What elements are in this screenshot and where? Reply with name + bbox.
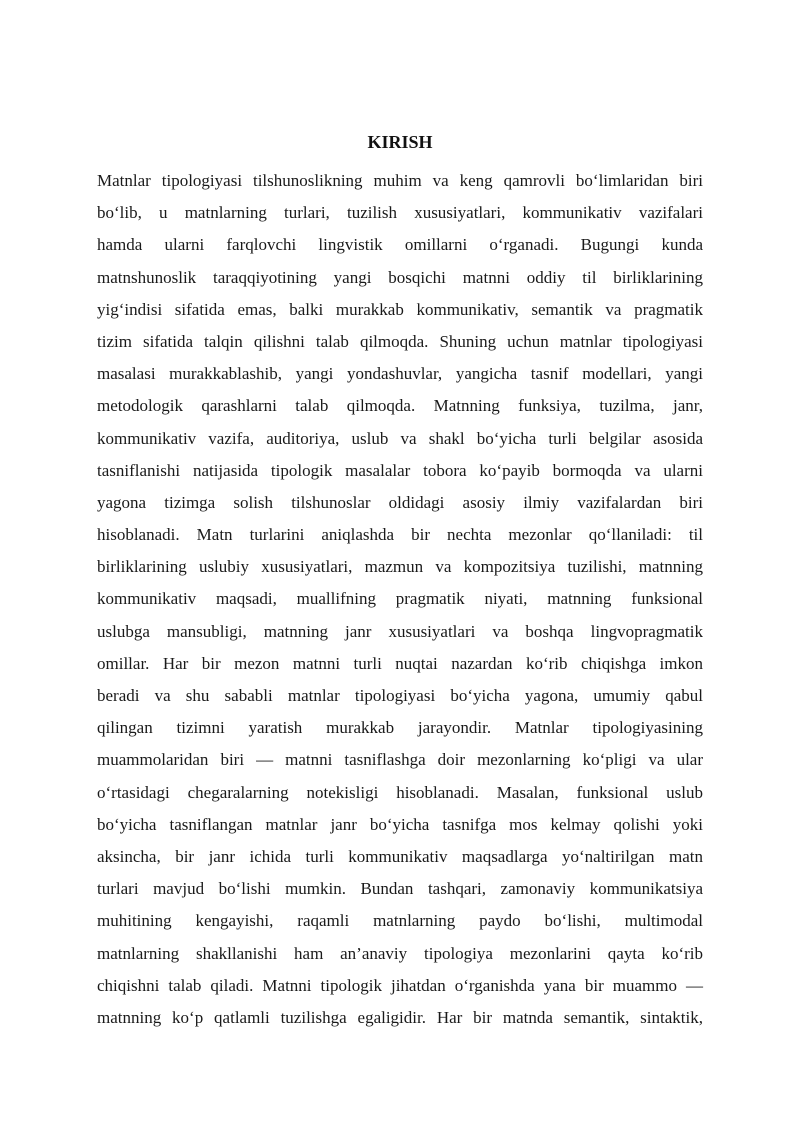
paragraph-line: matnlarning shakllanishi ham an’anaviy tipologiya mezonlarini qayta ko‘rib bbox=[97, 943, 703, 963]
paragraph-line: kommunikativ vazifa, auditoriya, uslub va shakl bo‘yicha turli belgilar asosida bbox=[97, 428, 703, 448]
paragraph-line: kommunikativ maqsadi, muallifning pragmatik niyati, matnning funksional bbox=[97, 589, 703, 609]
paragraph-line: Matnlar tipologiyasi tilshunoslikning muhim va keng qamrovli bo‘limlaridan biri bbox=[97, 171, 703, 190]
paragraph-line: tasniflanishi natijasida tipologik masalalar tobora ko‘payib bormoqda va ularni bbox=[97, 460, 703, 480]
paragraph-line: turlari mavjud bo‘lishi mumkin. Bundan tashqari, zamonaviy kommunikatsiya bbox=[97, 879, 703, 899]
paragraph-line: beradi va shu sababli matnlar tipologiyasi bo‘yicha yagona, umumiy qabul bbox=[97, 686, 703, 705]
paragraph-line: yig‘indisi sifatida emas, balki murakkab kommunikativ, semantik va pragmatik bbox=[97, 299, 703, 319]
paragraph-line: metodologik qarashlarni talab qilmoqda. Matnning funksiya, tuzilma, janr, bbox=[97, 396, 703, 416]
paragraph-line: hamda ularni farqlovchi lingvistik omillarni o‘rganadi. Bugungi kunda bbox=[97, 235, 703, 255]
paragraph-line: uslubga mansubligi, matnning janr xususiyatlari va boshqa lingvopragmatik bbox=[97, 621, 703, 641]
paragraph-line: muhitining kengayishi, raqamli matnlarning paydo bo‘lishi, multimodal bbox=[97, 911, 703, 931]
paragraph-line: muammolaridan biri — matnni tasniflashga doir mezonlarning ko‘pligi va ular bbox=[97, 750, 703, 770]
paragraph-line: tizim sifatida talqin qilishni talab qilmoqda. Shuning uchun matnlar tipologiyasi bbox=[97, 331, 703, 351]
body-paragraph bbox=[97, 165, 703, 1034]
paragraph-line: yagona tizimga solish tilshunoslar oldidagi asosiy ilmiy vazifalardan biri bbox=[97, 492, 703, 512]
paragraph-line: bo‘yicha tasniflangan matnlar janr bo‘yicha tasnifga mos kelmay qolishi yoki bbox=[97, 814, 703, 834]
paragraph-line: omillar. Har bir mezon matnni turli nuqtai nazardan ko‘rib chiqishga imkon bbox=[97, 653, 703, 673]
section-heading: KIRISH bbox=[367, 132, 433, 152]
paragraph-line: birliklarining uslubiy xususiyatlari, mazmun va kompozitsiya tuzilishi, matnning bbox=[97, 557, 703, 577]
paragraph-line: aksincha, bir janr ichida turli kommunikativ maqsadlarga yo‘naltirilgan matn bbox=[97, 846, 703, 866]
paragraph-line: chiqishni talab qiladi. Matnni tipologik jihatdan o‘rganishda yana bir muammo — bbox=[97, 975, 703, 995]
paragraph-line: matnning ko‘p qatlamli tuzilishga egaligidir. Har bir matnda semantik, sintaktik, bbox=[97, 1007, 703, 1027]
paragraph-line: o‘rtasidagi chegaralarning notekisligi hisoblanadi. Masalan, funksional uslub bbox=[97, 782, 703, 802]
paragraph-line: matnshunoslik taraqqiyotining yangi bosqichi matnni oddiy til birliklarining bbox=[97, 267, 703, 287]
paragraph-line: qilingan tizimni yaratish murakkab jarayondir. Matnlar tipologiyasining bbox=[97, 718, 703, 738]
paragraph-line: hisoblanadi. Matn turlarini aniqlashda bir nechta mezonlar qo‘llaniladi: til bbox=[97, 525, 703, 545]
paragraph-line: bo‘lib, u matnlarning turlari, tuzilish xususiyatlari, kommunikativ vazifalari bbox=[97, 203, 703, 223]
paragraph-line: masalasi murakkablashib, yangi yondashuvlar, yangicha tasnif modellari, yangi bbox=[97, 364, 703, 384]
